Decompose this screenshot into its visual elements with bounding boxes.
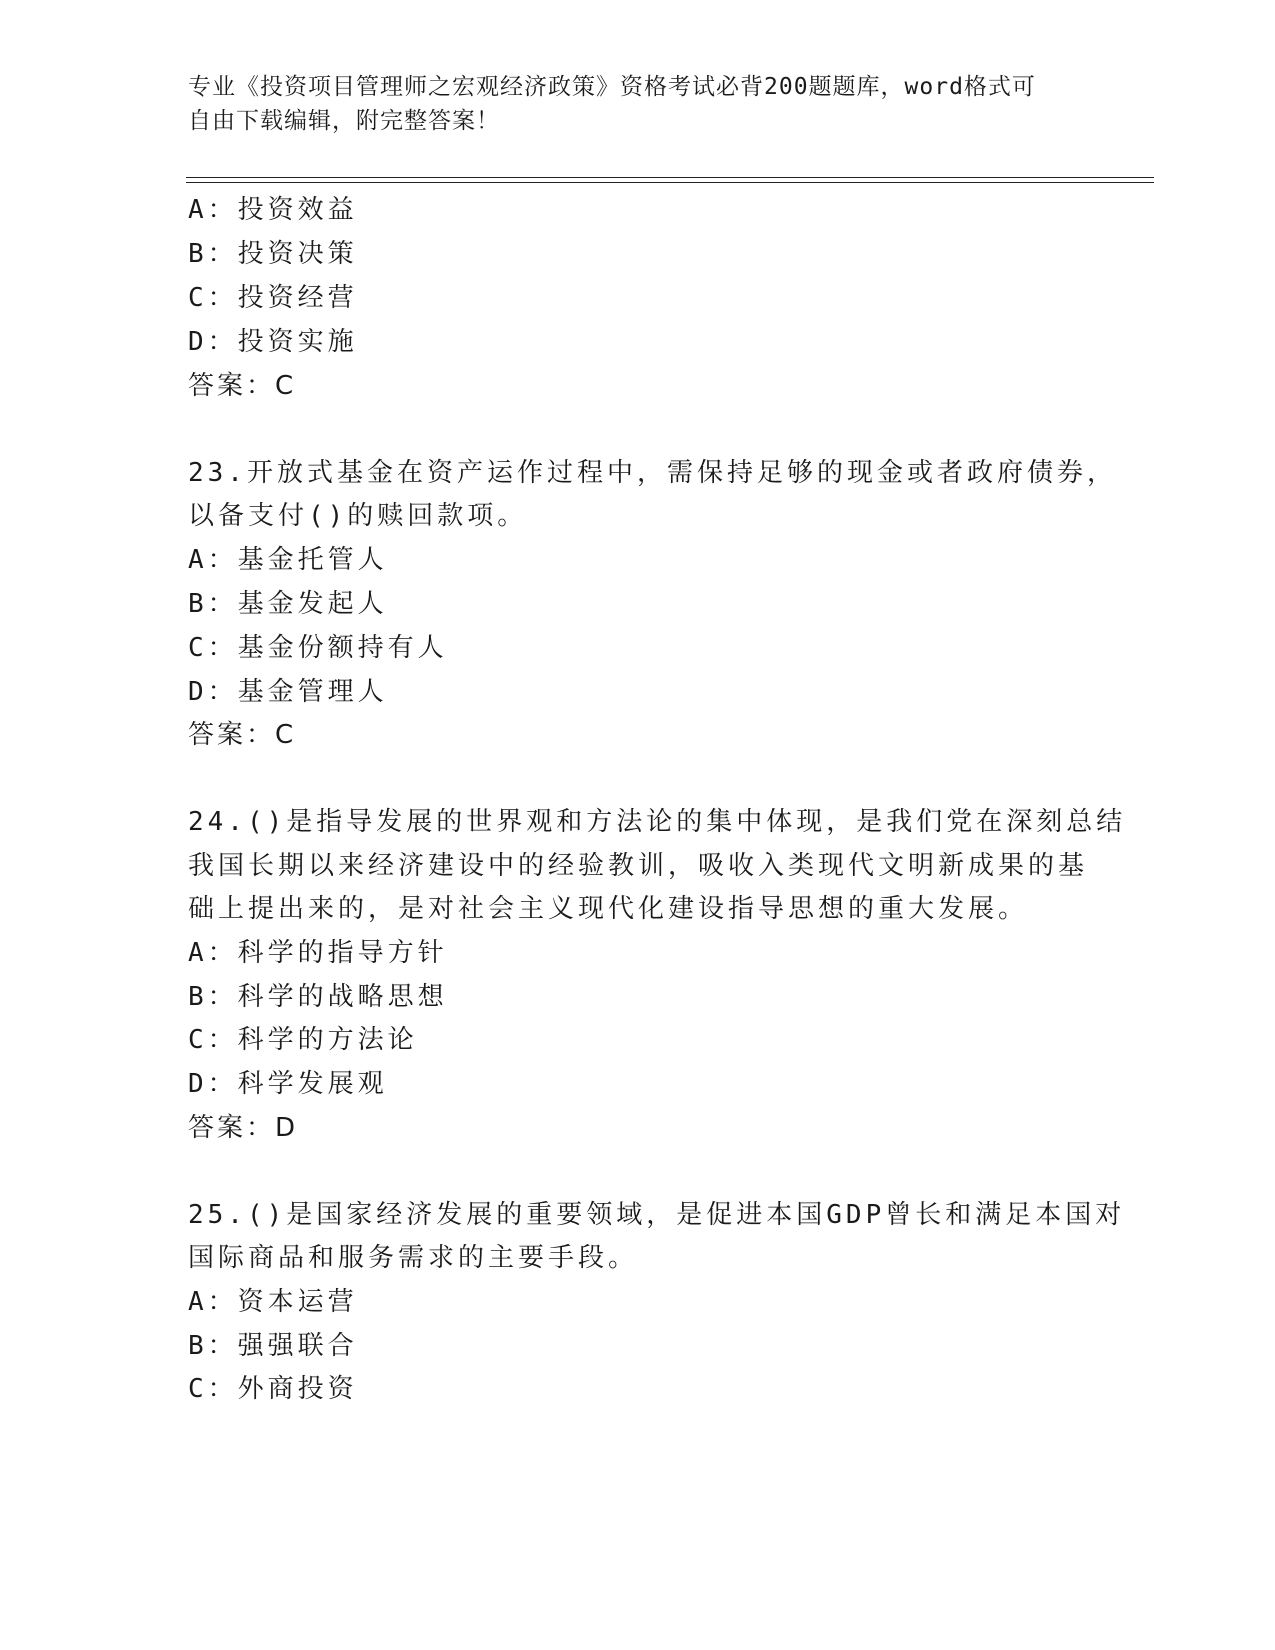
q22-answer: 答案：C: [188, 371, 297, 401]
q23-option-a: A：基金托管人: [188, 545, 388, 575]
q23-option-b: B：基金发起人: [188, 589, 388, 619]
header-divider-bottom: [186, 182, 1154, 183]
q23-option-d: D：基金管理人: [188, 677, 388, 707]
q22-option-b: B：投资决策: [188, 239, 358, 269]
q24-answer: 答案：D: [188, 1113, 299, 1143]
q24-option-b: B：科学的战略思想: [188, 982, 448, 1012]
q22-option-c: C：投资经营: [188, 283, 358, 313]
q25-option-c: C：外商投资: [188, 1374, 358, 1404]
q25-stem-line-2: 国际商品和服务需求的主要手段。: [188, 1243, 639, 1273]
q24-stem-line-2: 我国长期以来经济建设中的经验教训，吸收入类现代文明新成果的基: [188, 851, 1089, 881]
q24-stem-line-1: 24.()是指导发展的世界观和方法论的集中体现，是我们党在深刻总结: [188, 807, 1127, 837]
document-header: [188, 70, 1088, 138]
q22-option-a: A：投资效益: [188, 195, 358, 225]
q23-answer: 答案：C: [188, 720, 297, 750]
q24-option-c: C：科学的方法论: [188, 1025, 418, 1055]
header-line-2: 自由下载编辑，附完整答案！: [188, 108, 500, 134]
q23-stem-line-2: 以备支付()的赎回款项。: [188, 501, 528, 531]
q25-option-b: B：强强联合: [188, 1331, 358, 1361]
q24-stem-line-3: 础上提出来的，是对社会主义现代化建设指导思想的重大发展。: [188, 894, 1029, 924]
q25-stem-line-1: 25.()是国家经济发展的重要领域，是促进本国GDP曾长和满足本国对: [188, 1200, 1126, 1230]
q23-stem-line-1: 23.开放式基金在资产运作过程中，需保持足够的现金或者政府债券，: [188, 458, 1117, 488]
q24-option-d: D：科学发展观: [188, 1069, 388, 1099]
header-divider-top: [186, 177, 1154, 178]
q24-option-a: A：科学的指导方针: [188, 938, 448, 968]
q23-option-c: C：基金份额持有人: [188, 633, 448, 663]
q25-option-a: A：资本运营: [188, 1287, 358, 1317]
q22-option-d: D：投资实施: [188, 327, 358, 357]
header-line-1: 专业《投资项目管理师之宏观经济政策》资格考试必背200题题库，word格式可: [188, 74, 1036, 100]
